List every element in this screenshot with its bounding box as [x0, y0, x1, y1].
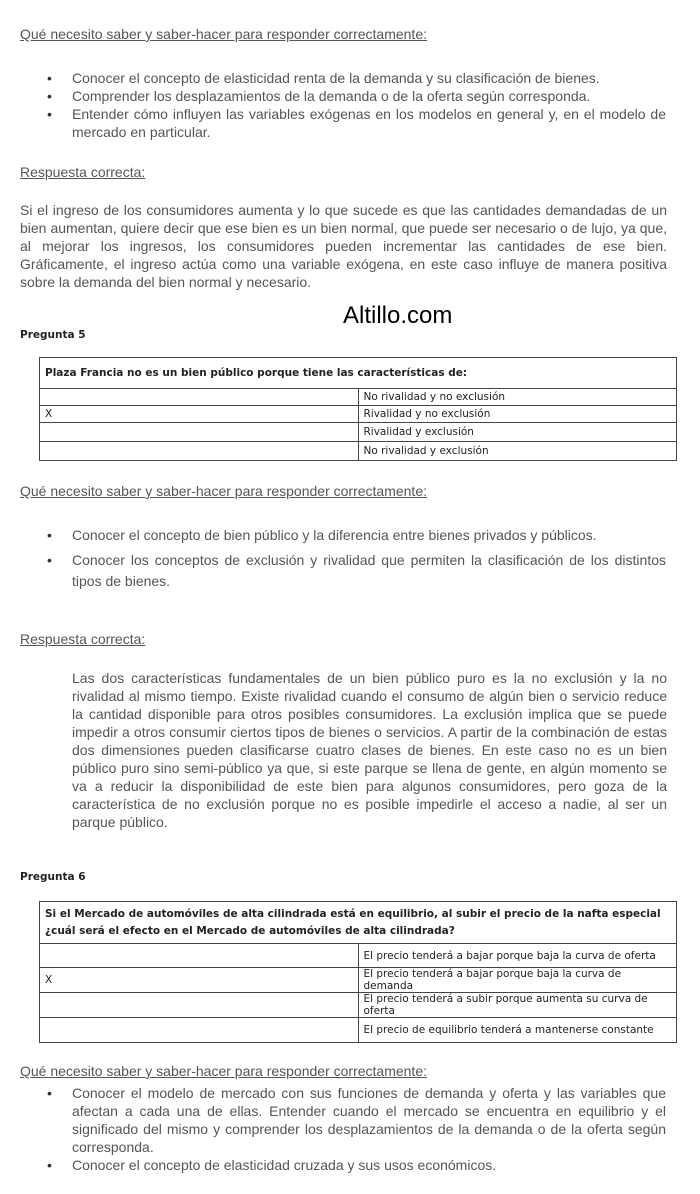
answer-mark [40, 423, 359, 442]
section-heading: Qué necesito saber y saber-hacer para responder correctamente: [20, 26, 427, 42]
bullet-list [20, 69, 666, 141]
answer-paragraph: Las dos características fundamentales de un bien público puro es la no exclusión y la no rivalidad al mismo tiempo. Existe rivalidad cuando el consumo de algún bien o servicio reduce la cantidad disponible para otros posibles consumidores. La exclusión implica que se puede impedir a otros consumir ciertos tipos de bienes o servicios. A partir de la combinación de estas dos dimensiones pueden clasificarse cuatro clases de bienes. En este caso no es un bien público puro sino semi-público ya que, si este parque se llena de gente, en algún momento se va a reducir la disponibilidad de este bien para algunos consumidores, pero goza de la característica de no exclusión porque no es posible impedirle el acceso a nadie, al ser un parque público. [72, 670, 667, 830]
question-label: Pregunta 6 [20, 871, 86, 883]
question-text: Si el Mercado de automóviles de alta cilindrada está en equilibrio, al subir el precio de la nafta especial ¿cuál será el efecto en el Mercado de automóviles de alta cilindrada? [40, 902, 677, 944]
option-text: Rivalidad y exclusión [358, 423, 677, 442]
option-text: El precio tenderá a bajar porque baja la curva de demanda [358, 968, 677, 993]
watermark: Altillo.com [343, 302, 453, 329]
answer-mark: X [40, 406, 359, 423]
answer-mark [40, 389, 359, 406]
answer-mark: X [40, 968, 359, 993]
answer-heading: Respuesta correcta: [20, 631, 146, 647]
list-item: • Conocer el concepto de elasticidad cruzada y sus usos económicos. [20, 1156, 666, 1174]
answer-mark [40, 442, 359, 461]
list-item: • Conocer el concepto de elasticidad renta de la demanda y su clasificación de bienes. [20, 69, 666, 87]
option-text: Rivalidad y no exclusión [358, 406, 677, 423]
answer-mark [40, 944, 359, 968]
option-text: El precio tenderá a subir porque aumenta su curva de oferta [358, 993, 677, 1018]
list-item: • Conocer los conceptos de exclusión y rivalidad que permiten la clasificación de los distintos tipos de bienes. [20, 550, 666, 592]
bullet-list [20, 525, 666, 592]
option-text: El precio tenderá a bajar porque baja la curva de oferta [358, 944, 677, 968]
list-item: • Comprender los desplazamientos de la demanda o de la oferta según corresponda. [20, 87, 666, 105]
list-item: • Conocer el concepto de bien público y la diferencia entre bienes privados y públicos. [20, 525, 666, 546]
question-table [39, 901, 677, 1043]
answer-heading: Respuesta correcta: [20, 164, 146, 180]
list-item: • Conocer el modelo de mercado con sus funciones de demanda y oferta y las variables que afectan a cada una de ellas. Entender cuando el mercado se encuentra en equilibrio y el significado del mismo y comprender los desplazamientos de la demanda o de la oferta según corresponda. [20, 1084, 666, 1156]
section-heading: Qué necesito saber y saber-hacer para responder correctamente: [20, 483, 427, 499]
list-item: • Entender cómo influyen las variables exógenas en los modelos en general y, en el modelo de mercado en particular. [20, 105, 666, 141]
question-text: Plaza Francia no es un bien público porque tiene las características de: [40, 358, 677, 389]
section-heading: Qué necesito saber y saber-hacer para responder correctamente: [20, 1063, 427, 1079]
answer-mark [40, 1018, 359, 1043]
answer-paragraph: Si el ingreso de los consumidores aumenta y lo que sucede es que las cantidades demandadas de un bien aumentan, quiere decir que ese bien es un bien normal, que puede ser necesario o de lujo, ya que, al mejorar los ingresos, los consumidores pueden incrementar las cantidades de ese bien. Gráficamente, el ingreso actúa como una variable exógena, en este caso influye de manera positiva sobre la demanda del bien normal y necesario. [20, 202, 667, 290]
option-text: No rivalidad y exclusión [358, 442, 677, 461]
bullet-list [20, 1084, 666, 1174]
option-text: No rivalidad y no exclusión [358, 389, 677, 406]
question-table [39, 357, 677, 461]
question-label: Pregunta 5 [20, 329, 86, 341]
answer-mark [40, 993, 359, 1018]
option-text: El precio de equilibrio tenderá a mantenerse constante [358, 1018, 677, 1043]
